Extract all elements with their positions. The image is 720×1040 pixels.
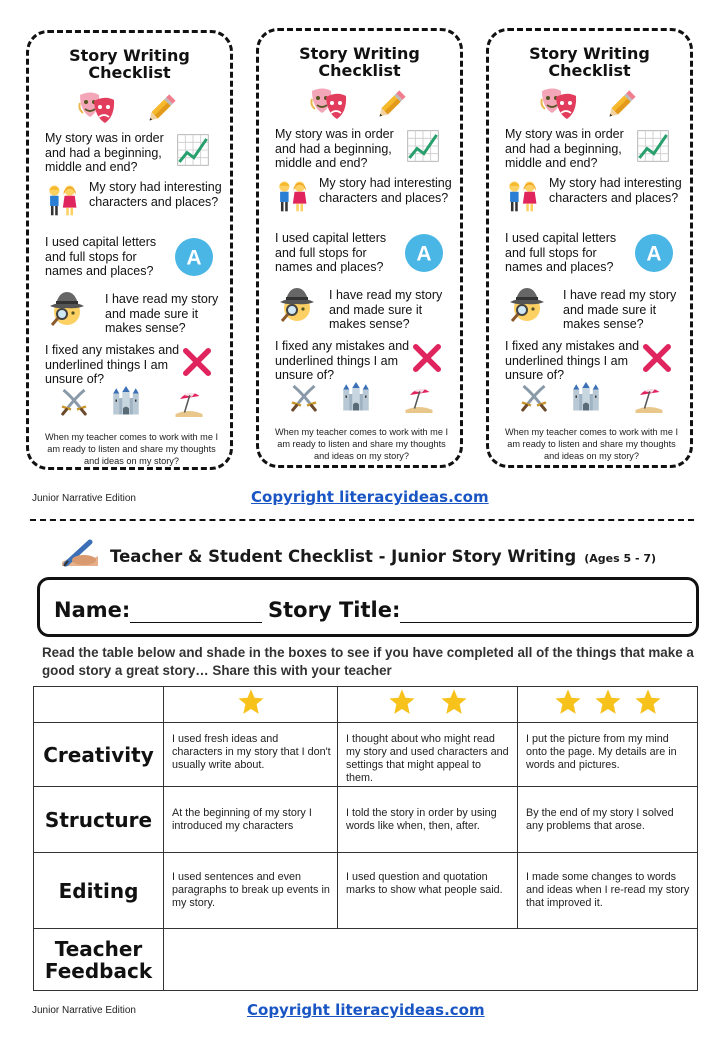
bookmark-title: Story Writing Checklist [299, 44, 420, 80]
detective-icon [507, 284, 547, 324]
bookmark-footer: When my teacher comes to work with me I am ready to listen and share my thoughts and ideas on my story? [44, 432, 219, 466]
cross-mark-icon [641, 342, 673, 374]
rubric-cell[interactable]: At the beginning of my story I introduced my characters [164, 787, 338, 853]
one-star-cell[interactable] [164, 687, 338, 723]
teacher-feedback-field[interactable] [164, 929, 698, 991]
cut-line [30, 519, 694, 521]
bookmark-title: Story Writing Checklist [529, 44, 650, 80]
pencil-icon [603, 87, 639, 123]
stars-row [34, 687, 698, 723]
three-star-cell[interactable] [518, 687, 698, 723]
rubric-row-structure [34, 787, 698, 853]
couple-icon [505, 177, 539, 215]
pencil-icon [143, 91, 179, 127]
checklist-item-characters: My story had interesting characters and places? [549, 176, 682, 205]
letter-a-icon [404, 233, 444, 273]
crossed-swords-icon [59, 387, 89, 417]
story-title-label: Story Title: [268, 598, 401, 622]
name-field[interactable] [130, 622, 262, 623]
crossed-swords-icon [519, 383, 549, 413]
rubric-cell[interactable]: I made some changes to words and ideas when I re-read my story that improved it. [518, 853, 698, 929]
cross-mark-icon [181, 346, 213, 378]
bookmark-card-2 [256, 28, 463, 468]
checklist-item-order: My story was in order and had a beginning, middle and end? [275, 127, 394, 170]
theater-masks-icon [309, 85, 349, 125]
castle-icon [341, 381, 371, 413]
checklist-item-characters: My story had interesting characters and places? [319, 176, 452, 205]
checklist-item-mistakes: I fixed any mistakes and underlined things I am unsure of? [275, 339, 410, 382]
rubric-cell[interactable]: I put the picture from my mind onto the page. My details are in words and pictures. [518, 723, 698, 787]
star-icon [237, 688, 265, 716]
cross-mark-icon [411, 342, 443, 374]
star-icon [440, 688, 468, 716]
checklist-item-sense: I have read my story and made sure it makes sense? [329, 288, 443, 331]
edition-label-bottom: Junior Narrative Edition [32, 1005, 136, 1016]
two-star-cell[interactable] [338, 687, 518, 723]
letter-a-icon [174, 237, 214, 277]
castle-icon [111, 385, 141, 417]
star-icon [594, 688, 622, 716]
pencil-icon [373, 87, 409, 123]
checklist-item-sense: I have read my story and made sure it makes sense? [105, 292, 219, 335]
copyright-link-bottom[interactable]: Copyright literacyideas.com [247, 1001, 485, 1019]
copyright-link[interactable]: Copyright literacyideas.com [251, 488, 489, 506]
rubric-table [33, 686, 698, 991]
rubric-cell[interactable]: I used sentences and even paragraphs to break up events in my story. [164, 853, 338, 929]
star-icon [634, 688, 662, 716]
row-label: Structure [34, 787, 164, 853]
worksheet-heading: Teacher & Student Checklist - Junior Story Writing (Ages 5 - 7) [110, 547, 657, 566]
writing-hand-icon [60, 538, 100, 568]
letter-a-icon [634, 233, 674, 273]
checklist-item-mistakes: I fixed any mistakes and underlined things I am unsure of? [505, 339, 640, 382]
checklist-item-characters: My story had interesting characters and places? [89, 180, 222, 209]
detective-icon [277, 284, 317, 324]
beach-umbrella-icon [633, 383, 665, 413]
corner-cell [34, 687, 164, 723]
chart-increasing-icon [636, 129, 670, 163]
rubric-row-editing [34, 853, 698, 929]
checklist-item-order: My story was in order and had a beginning, middle and end? [505, 127, 624, 170]
chart-increasing-icon [176, 133, 210, 167]
rubric-cell[interactable]: I used question and quotation marks to show what people said. [338, 853, 518, 929]
rubric-row-creativity [34, 723, 698, 787]
bookmark-footer: When my teacher comes to work with me I am ready to listen and share my thoughts and ideas on my story? [504, 427, 679, 461]
name-label: Name: [54, 598, 131, 622]
ages-label: (Ages 5 - 7) [584, 552, 657, 565]
checklist-item-mistakes: I fixed any mistakes and underlined things I am unsure of? [45, 343, 180, 386]
checklist-item-order: My story was in order and had a beginning, middle and end? [45, 131, 164, 174]
row-label: Editing [34, 853, 164, 929]
checklist-item-capitals: I used capital letters and full stops for names and places? [45, 235, 157, 278]
story-title-field[interactable] [400, 622, 692, 623]
theater-masks-icon [77, 89, 117, 129]
checklist-item-capitals: I used capital letters and full stops for names and places? [505, 231, 617, 274]
star-icon [388, 688, 416, 716]
bookmark-title: Story Writing Checklist [69, 46, 190, 82]
star-icon [554, 688, 582, 716]
detective-icon [47, 288, 87, 328]
bookmark-footer: When my teacher comes to work with me I am ready to listen and share my thoughts and ideas on my story? [274, 427, 449, 461]
rubric-row-feedback [34, 929, 698, 991]
castle-icon [571, 381, 601, 413]
theater-masks-icon [539, 85, 579, 125]
crossed-swords-icon [289, 383, 319, 413]
edition-label: Junior Narrative Edition [32, 493, 136, 504]
rubric-cell[interactable]: I used fresh ideas and characters in my story that I don't usually write about. [164, 723, 338, 787]
beach-umbrella-icon [403, 383, 435, 413]
instructions: Read the table below and shade in the boxes to see if you have completed all of the things that make a good story a great story… Share this with your teacher [42, 645, 694, 678]
rubric-cell[interactable]: I thought about who might read my story and used characters and settings that might appeal to them. [338, 723, 518, 787]
row-label: Creativity [34, 723, 164, 787]
bookmark-card-3 [486, 28, 693, 468]
couple-icon [275, 177, 309, 215]
bookmark-card-1 [26, 30, 233, 470]
name-title-box [37, 577, 699, 637]
couple-icon [45, 181, 79, 219]
rubric-cell[interactable]: By the end of my story I solved any problems that arose. [518, 787, 698, 853]
beach-umbrella-icon [173, 387, 205, 417]
rubric-cell[interactable]: I told the story in order by using words like when, then, after. [338, 787, 518, 853]
chart-increasing-icon [406, 129, 440, 163]
checklist-item-sense: I have read my story and made sure it makes sense? [563, 288, 677, 331]
row-label: Teacher Feedback [34, 929, 164, 991]
checklist-item-capitals: I used capital letters and full stops for names and places? [275, 231, 387, 274]
